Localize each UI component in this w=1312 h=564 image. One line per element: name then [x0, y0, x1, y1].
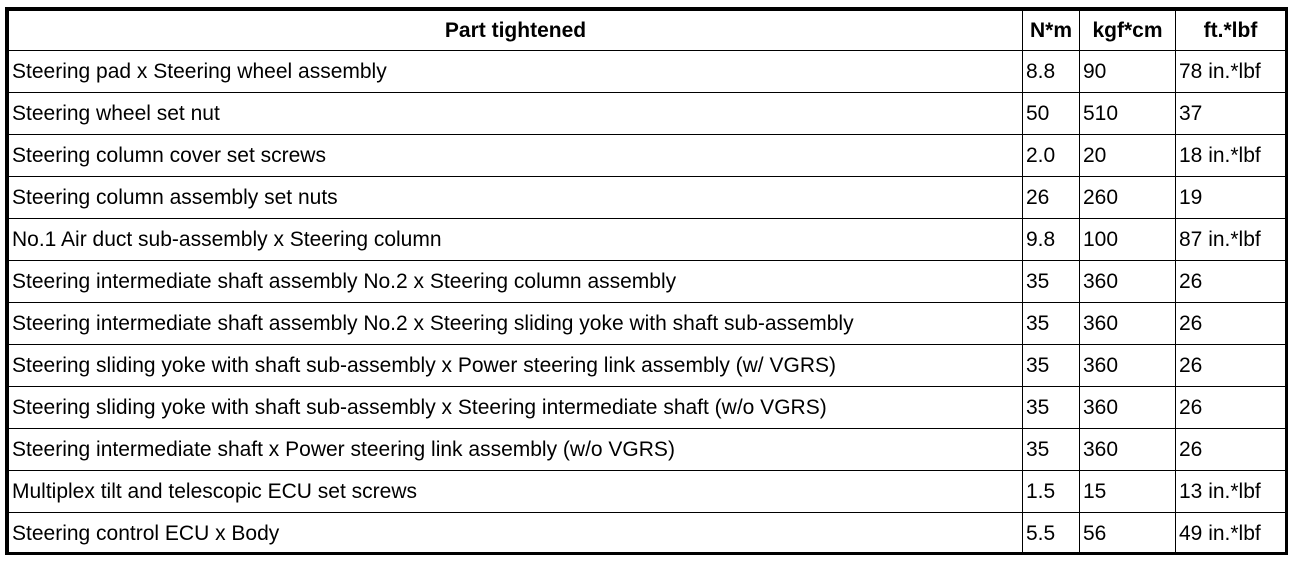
ftlbf-cell: 19 — [1176, 177, 1286, 219]
nm-cell: 9.8 — [1023, 219, 1080, 261]
header-part-tightened: Part tightened — [9, 11, 1023, 51]
part-cell: Multiplex tilt and telescopic ECU set screws — [9, 471, 1023, 513]
kgfcm-cell: 90 — [1080, 51, 1176, 93]
nm-cell: 50 — [1023, 93, 1080, 135]
part-cell: Steering intermediate shaft x Power steering link assembly (w/o VGRS) — [9, 429, 1023, 471]
part-cell: Steering sliding yoke with shaft sub-assembly x Power steering link assembly (w/ VGRS) — [9, 345, 1023, 387]
nm-cell: 35 — [1023, 261, 1080, 303]
table-row — [9, 513, 1286, 555]
kgfcm-cell: 360 — [1080, 429, 1176, 471]
part-cell: Steering column assembly set nuts — [9, 177, 1023, 219]
table-row — [9, 93, 1286, 135]
nm-cell: 26 — [1023, 177, 1080, 219]
ftlbf-cell: 26 — [1176, 387, 1286, 429]
part-cell: Steering wheel set nut — [9, 93, 1023, 135]
kgfcm-cell: 15 — [1080, 471, 1176, 513]
nm-cell: 35 — [1023, 303, 1080, 345]
kgfcm-cell: 56 — [1080, 513, 1176, 555]
kgfcm-cell: 260 — [1080, 177, 1176, 219]
ftlbf-cell: 49 in.*lbf — [1176, 513, 1286, 555]
table-header-row — [9, 11, 1286, 51]
ftlbf-cell: 78 in.*lbf — [1176, 51, 1286, 93]
table-row — [9, 219, 1286, 261]
part-cell: Steering pad x Steering wheel assembly — [9, 51, 1023, 93]
ftlbf-cell: 26 — [1176, 429, 1286, 471]
nm-cell: 8.8 — [1023, 51, 1080, 93]
ftlbf-cell: 26 — [1176, 261, 1286, 303]
table-row — [9, 303, 1286, 345]
ftlbf-cell: 26 — [1176, 303, 1286, 345]
kgfcm-cell: 360 — [1080, 387, 1176, 429]
right-page-margin — [1295, 0, 1312, 564]
kgfcm-cell: 360 — [1080, 303, 1176, 345]
part-cell: Steering column cover set screws — [9, 135, 1023, 177]
nm-cell: 35 — [1023, 429, 1080, 471]
kgfcm-cell: 360 — [1080, 261, 1176, 303]
kgfcm-cell: 100 — [1080, 219, 1176, 261]
torque-specification-table-frame — [5, 7, 1288, 555]
table-row — [9, 345, 1286, 387]
header-ft-lbf: ft.*lbf — [1176, 11, 1286, 51]
kgfcm-cell: 360 — [1080, 345, 1176, 387]
ftlbf-cell: 26 — [1176, 345, 1286, 387]
nm-cell: 2.0 — [1023, 135, 1080, 177]
table-row — [9, 387, 1286, 429]
nm-cell: 1.5 — [1023, 471, 1080, 513]
table-row — [9, 261, 1286, 303]
table-row — [9, 135, 1286, 177]
ftlbf-cell: 87 in.*lbf — [1176, 219, 1286, 261]
nm-cell: 5.5 — [1023, 513, 1080, 555]
header-kgf-cm: kgf*cm — [1080, 11, 1176, 51]
part-cell: No.1 Air duct sub-assembly x Steering column — [9, 219, 1023, 261]
part-cell: Steering sliding yoke with shaft sub-assembly x Steering intermediate shaft (w/o VGRS) — [9, 387, 1023, 429]
part-cell: Steering intermediate shaft assembly No.2 x Steering column assembly — [9, 261, 1023, 303]
nm-cell: 35 — [1023, 387, 1080, 429]
header-newton-meters: N*m — [1023, 11, 1080, 51]
torque-specification-table — [8, 10, 1286, 555]
table-row — [9, 177, 1286, 219]
table-row — [9, 429, 1286, 471]
table-row — [9, 51, 1286, 93]
nm-cell: 35 — [1023, 345, 1080, 387]
kgfcm-cell: 20 — [1080, 135, 1176, 177]
kgfcm-cell: 510 — [1080, 93, 1176, 135]
table-row — [9, 471, 1286, 513]
ftlbf-cell: 13 in.*lbf — [1176, 471, 1286, 513]
ftlbf-cell: 18 in.*lbf — [1176, 135, 1286, 177]
ftlbf-cell: 37 — [1176, 93, 1286, 135]
part-cell: Steering intermediate shaft assembly No.2 x Steering sliding yoke with shaft sub-assembly — [9, 303, 1023, 345]
part-cell: Steering control ECU x Body — [9, 513, 1023, 555]
